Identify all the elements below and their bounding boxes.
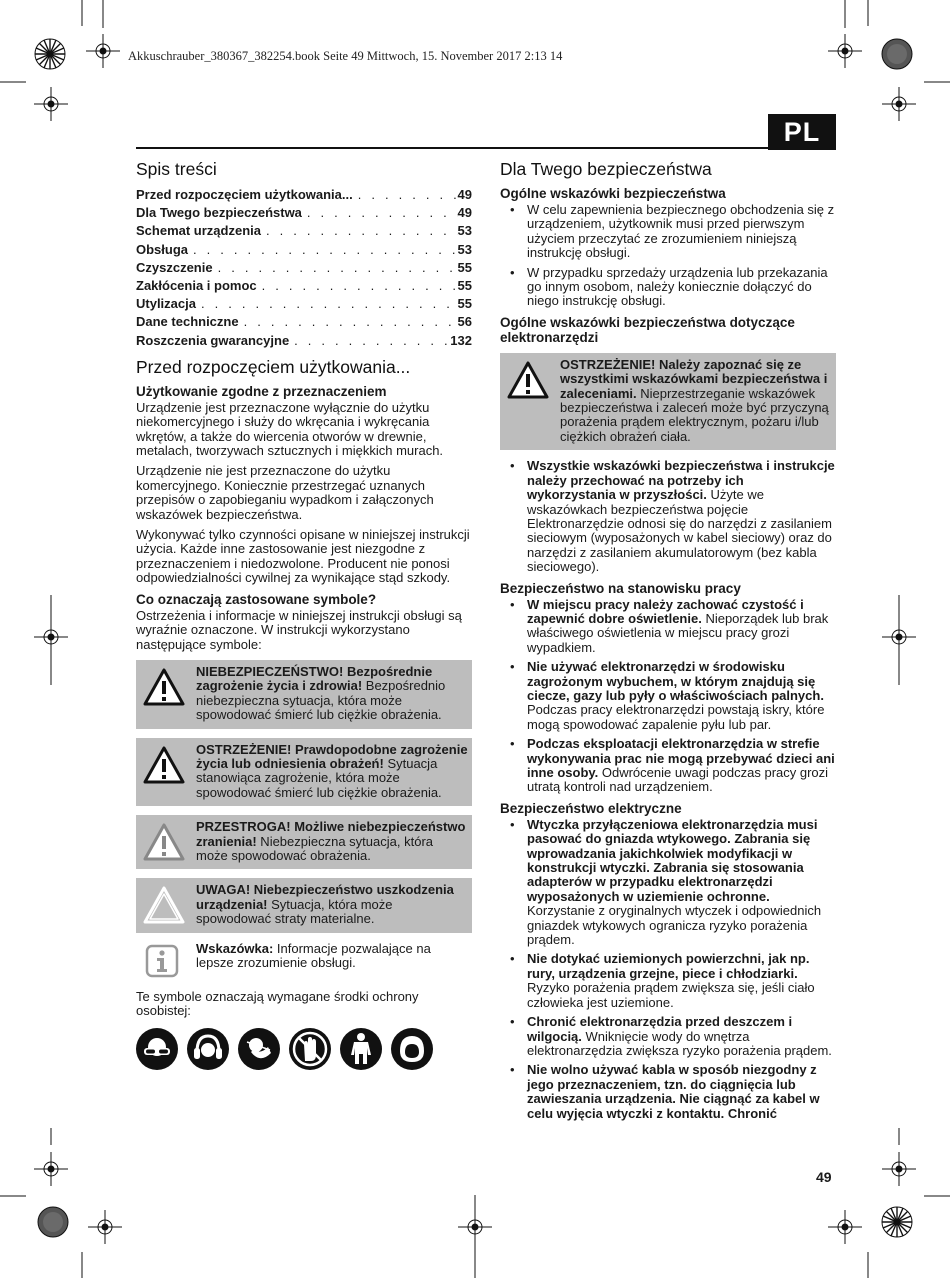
list-item (500, 459, 836, 574)
keep-instructions-list (500, 459, 836, 574)
toc-entry-page: 53 (457, 223, 472, 239)
toc-entry[interactable] (136, 277, 472, 295)
list-item (500, 660, 836, 732)
subsection-heading: Bezpieczeństwo elektryczne (500, 800, 682, 816)
hair-net-icon (391, 1028, 433, 1070)
toc-leader (188, 241, 458, 259)
toc-heading: Spis treści (136, 159, 217, 179)
warning-box (136, 738, 472, 807)
list-item (500, 737, 836, 795)
safety-glasses-icon (136, 1028, 178, 1070)
list-item-bold: Wszystkie wskazówki bezpieczeństwa i instrukcje należy przechować na potrzeby ich wykorzystania w przyszłości. (527, 458, 835, 503)
list-item-bold: Chronić elektronarzędzia przed deszczem i wilgocią. (527, 1014, 793, 1044)
toc-entry-page: 55 (457, 296, 472, 312)
warning-triangle-icon (506, 360, 550, 400)
info-note (136, 942, 472, 978)
info-title: Wskazówka: (196, 940, 274, 956)
toc-entry[interactable] (136, 241, 472, 259)
toc-entry-page: 132 (450, 332, 472, 348)
list-item-bold: W miejscu pracy należy zachować czystość i zapewnić dobre oświetlenie. (527, 596, 804, 626)
warning-text (196, 743, 468, 801)
no-gloves-icon (289, 1028, 331, 1070)
subsection-heading: Bezpieczeństwo na stanowisku pracy (500, 580, 741, 596)
header-rule (136, 147, 836, 149)
info-text (196, 942, 468, 971)
toc-entry-page: 49 (457, 205, 472, 221)
list-item (500, 818, 836, 948)
toc-entry-title: Przed rozpoczęciem użytkowania... (136, 187, 353, 202)
caution-triangle-icon (142, 822, 186, 862)
table-of-contents (136, 186, 472, 350)
warning-title: OSTRZEŻENIE! Należy zapoznać się ze wszystkimi wskazówkami bezpieczeństwa i zaleceniami. (560, 356, 828, 401)
protective-clothing-icon (340, 1028, 382, 1070)
list-item-text: Nieporządek lub brak właściwego oświetlenia w miejscu pracy grozi wypadkiem. (527, 610, 829, 655)
language-tab: PL (768, 114, 836, 150)
toc-entry[interactable] (136, 259, 472, 277)
warning-triangle-icon (142, 745, 186, 785)
list-item-bold: Nie dotykać uziemionych powierzchni, jak np. rury, urządzenia grzejne, piece i chłodziarki. (527, 951, 810, 981)
notice-body: Sytuacja, która może spowodować straty materialne. (196, 896, 393, 927)
notice-title: UWAGA! Niebezpieczeństwo uszkodzenia urządzenia! (196, 882, 454, 912)
section-heading: Przed rozpoczęciem użytkowania... (136, 356, 411, 377)
caution-body: Niebezpieczna sytuacja, która może spowodować obrażenia. (196, 833, 433, 863)
toc-leader (353, 186, 458, 204)
general-safety-list (500, 203, 836, 309)
warning-text (560, 358, 832, 444)
warning-body: Sytuacja stanowiąca zagrożenie, która może spowodować śmierć lub ciężkie obrażenia. (196, 755, 442, 800)
list-item-bold: Wtyczka przyłączeniowa elektronarzędzia musi pasować do gniazda wtykowego. Zabrania się wprowadzania jakichkolwiek modyfikacji w konstrukcji wtyczki. Zabrania się stosowania adapterów w przypadku elektronarzędzi wyposażonych w uziemienie ochronne. (527, 816, 818, 904)
list-item (500, 1015, 836, 1058)
danger-title: NIEBEZPIECZEŃSTWO! Bezpośrednie zagrożenie życia i zdrowia! (196, 663, 433, 694)
toc-leader (213, 259, 458, 277)
toc-entry[interactable] (136, 186, 472, 204)
list-item (500, 1063, 836, 1121)
paragraph: Te symbole oznaczają wymagane środki ochrony osobistej: (136, 988, 419, 1019)
paragraph: Ostrzeżenia i informacje w niniejszej instrukcji obsługi są wyraźnie oznaczone. W instrukcji wykorzystano następujące symbole: (136, 607, 462, 652)
list-item-text: Podczas pracy elektronarzędzi powstają iskry, które mogą spowodować zapalenie pyłu lub par. (527, 702, 825, 732)
paragraph: Wykonywać tylko czynności opisane w niniejszej instrukcji użycia. Każde inne zastosowanie jest niezgodne z przeznaczeniem i niedozwolone. Producent nie ponosi odpowiedzialności cywilnej za wynikające stąd szkody. (136, 527, 470, 586)
warning-triangle-icon (142, 667, 186, 707)
toc-entry-page: 55 (457, 259, 472, 275)
info-icon (142, 944, 182, 978)
toc-entry[interactable] (136, 222, 472, 240)
list-item: • W celu zapewnienia bezpiecznego obchodzenia się z urządzeniem, użytkownik musi przed pierwszym użyciem przeczytać ze zrozumieniem niniejszą instrukcję obsługi. (500, 203, 836, 261)
workplace-safety-list (500, 598, 836, 795)
list-item-text: Ryzyko porażenia prądem zwiększa się, jeśli ciało człowieka jest uziemione. (527, 980, 815, 1010)
list-item-text: Korzystanie z oryginalnych wtyczek i odpowiednich gniazdek wtykowych ogranicza ryzyko porażenia prądem. (527, 903, 822, 948)
toc-entry-title: Zakłócenia i pomoc (136, 278, 257, 294)
toc-entry-page: 49 (457, 187, 472, 202)
list-item-text: Użyte we wskazówkach bezpieczeństwa pojęcie Elektronarzędzie odnosi się do narzędzi z zasilaniem sieciowym (wyposażonych w kabel sieciowy) oraz do narzędzi z zasilaniem akumulatorowym (bez kabla sieciowego). (527, 487, 832, 575)
list-item-text: Wniknięcie wody do wnętrza elektronarzędzia zwiększa ryzyko porażenia prądem. (527, 1028, 832, 1058)
toc-entry-title: Roszczenia gwarancyjne (136, 332, 290, 348)
toc-entry[interactable] (136, 295, 472, 313)
warning-body: Nieprzestrzeganie wskazówek bezpieczeństwa i zaleceń może być przyczyną porażenia prądem elektrycznym, pożaru i/lub ciężkich obrażeń ciała. (560, 385, 829, 444)
toc-entry-title: Utylizacja (136, 296, 196, 312)
electrical-safety-list (500, 818, 836, 1121)
toc-entry-title: Obsługa (136, 241, 189, 257)
section-heading: Dla Twego bezpieczeństwa (500, 159, 712, 179)
toc-entry[interactable] (136, 313, 472, 331)
list-item-bold: Podczas eksploatacji elektronarzędzia w strefie wykonywania prac nie mogą przebywać dzieci ani inne osoby. (527, 736, 835, 780)
caution-box (136, 815, 472, 869)
list-item-bold: Nie używać elektronarzędzi w środowisku zagrożonym wybuchem, w którym znajdują się ciecze, gazy lub pyły o właściwościach palnych. (527, 659, 824, 703)
list-item-text: Odwrócenie uwagi podczas pracy grozi utratą kontroli nad urządzeniem. (527, 765, 829, 795)
left-column (136, 158, 472, 1070)
toc-entry-title: Dla Twego bezpieczeństwa (136, 205, 302, 221)
warning-title: OSTRZEŻENIE! Prawdopodobne zagrożenie życia lub odniesienia obrażeń! (196, 741, 468, 771)
toc-leader (196, 295, 458, 313)
notice-box (136, 878, 472, 932)
subsection-heading: Użytkowanie zgodne z przeznaczeniem (136, 383, 387, 399)
list-item-bold: Nie wolno używać kabla w sposób niezgodny z jego przeznaczeniem, tzn. do ciągnięcia lub zawieszania urządzenia. Nie ciągnąć za kabel w celu wyjęcia wtyczki z kontaktu. Chronić (527, 1062, 820, 1121)
toc-leader (289, 332, 450, 350)
toc-entry-page: 55 (457, 278, 472, 294)
paragraph: Urządzenie nie jest przeznaczone do użytku komercyjnego. Koniecznie przestrzegać uznanych przepisów o zapobieganiu wypadkom i załączonych wskazówek bezpieczeństwa. (136, 463, 434, 522)
list-item (500, 952, 836, 1010)
caution-title: PRZESTROGA! Możliwe niebezpieczeństwo zranienia! (196, 819, 466, 849)
warning-box (500, 353, 836, 450)
toc-leader (302, 204, 458, 222)
toc-entry-title: Dane techniczne (136, 314, 239, 330)
subsection-heading: Ogólne wskazówki bezpieczeństwa dotyczące elektronarzędzi (500, 314, 795, 345)
info-body: Informacje pozwalające na lepsze zrozumienie obsługi. (196, 940, 431, 971)
ppe-icons-row (136, 1028, 472, 1070)
dust-mask-icon (238, 1028, 280, 1070)
list-item: • W przypadku sprzedaży urządzenia lub przekazania go innym osobom, należy koniecznie dołączyć do niego instrukcję obsługi. (500, 266, 836, 309)
danger-text (196, 665, 468, 723)
toc-leader (257, 277, 458, 295)
list-item (500, 598, 836, 656)
ear-protection-icon (187, 1028, 229, 1070)
danger-body: Bezpośrednio niebezpieczna sytuacja, która może spowodować śmierć lub ciężkie obrażenia. (196, 678, 446, 723)
print-slug: Akkuschrauber_380367_382254.book Seite 49 Mittwoch, 15. November 2017 2:13 14 (128, 49, 563, 63)
notice-text (196, 883, 468, 926)
toc-entry[interactable] (136, 332, 472, 350)
toc-entry-title: Czyszczenie (136, 259, 213, 275)
toc-entry[interactable] (136, 204, 472, 222)
toc-entry-page: 56 (457, 314, 472, 330)
notice-triangle-icon (142, 885, 186, 925)
paragraph: Urządzenie jest przeznaczone wyłącznie do użytku niekomercyjnego i służy do wkręcania i wykręcania wkrętów, a także do wiercenia otworów w drewnie, metalach, tworzywach sztucznych i miękkich murach. (136, 399, 444, 459)
right-column (500, 158, 836, 1127)
danger-box (136, 660, 472, 729)
toc-entry-page: 53 (457, 241, 472, 257)
toc-leader (261, 222, 458, 240)
caution-text (196, 820, 468, 863)
toc-entry-title: Schemat urządzenia (136, 223, 261, 239)
page-number: 49 (816, 1169, 832, 1185)
toc-leader (239, 313, 458, 331)
subsection-heading: Co oznaczają zastosowane symbole? (136, 591, 377, 607)
subsection-heading: Ogólne wskazówki bezpieczeństwa (500, 186, 726, 201)
